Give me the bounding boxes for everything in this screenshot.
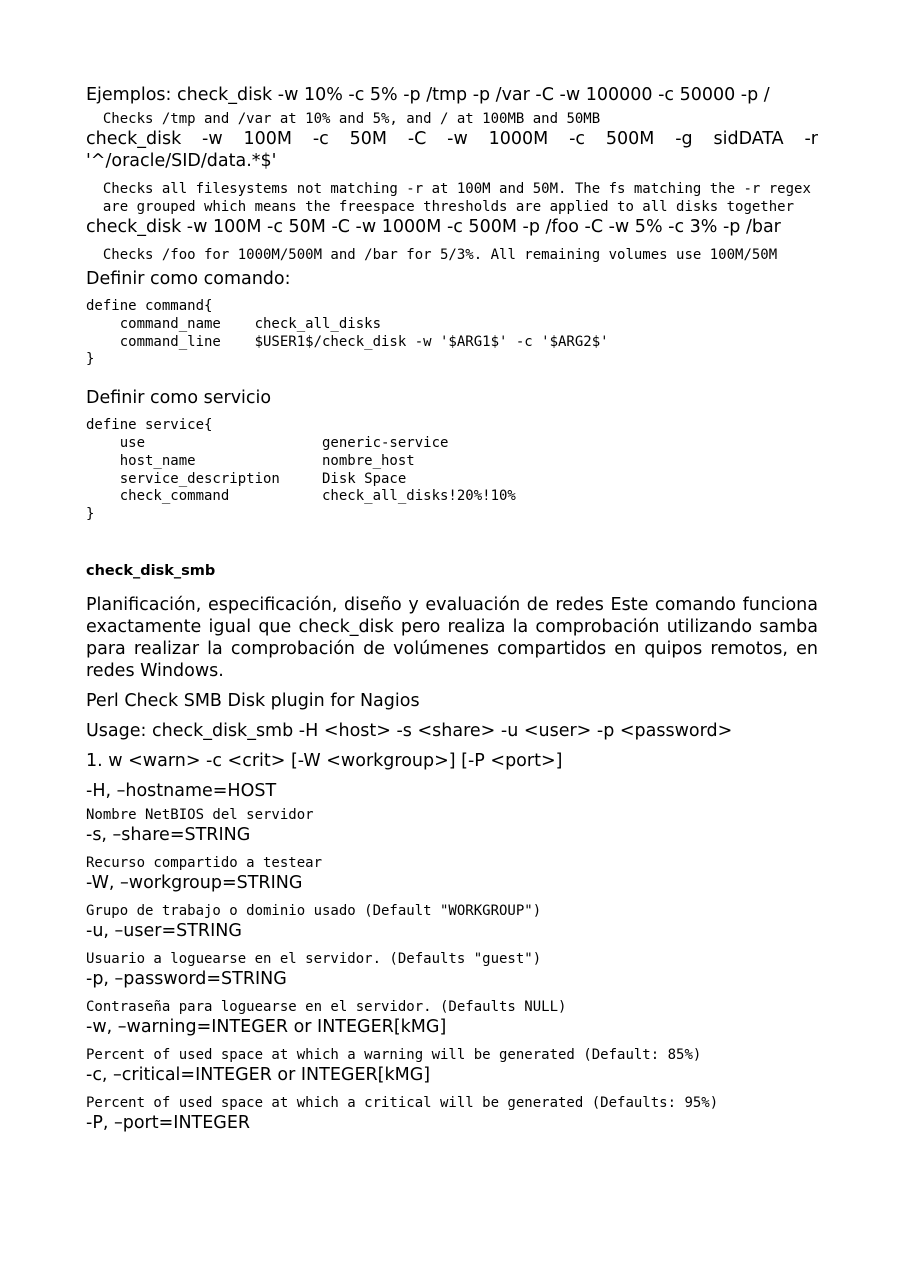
option-description: Contraseña para loguearse en el servidor. (Defaults NULL) (86, 998, 567, 1015)
option-flag: -H, –hostname=HOST (86, 780, 277, 801)
option-flag: -c, –critical=INTEGER or INTEGER[kMG] (86, 1064, 431, 1085)
option-description: Usuario a loguearse en el servidor. (Defaults "guest") (86, 950, 542, 967)
smb-description: Planificación, especificación, diseño y evaluación de redes Este comando funciona exactamente igual que check_disk pero realiza la comprobación utilizando samba para realizar la comprobación de volúmenes compartidos en quipos remotos, en redes Windows. (86, 594, 818, 681)
option-flag: -w, –warning=INTEGER or INTEGER[kMG] (86, 1016, 447, 1037)
option-description: Recurso compartido a testear (86, 854, 323, 871)
example-1: Ejemplos: check_disk -w 10% -c 5% -p /tmp -p /var -C -w 100000 -c 50000 -p / (86, 85, 770, 105)
example-3-note: Checks /foo for 1000M/500M and /bar for 5/3%. All remaining volumes use 100M/50M (86, 247, 778, 263)
section-heading-check-disk-smb: check_disk_smb (86, 562, 216, 579)
option-description: Nombre NetBIOS del servidor (86, 806, 314, 823)
usage-line: Usage: check_disk_smb -H <host> -s <share> -u <user> -p <password> (86, 720, 733, 741)
example-3: check_disk -w 100M -c 50M -C -w 1000M -c 500M -p /foo -C -w 5% -c 3% -p /bar (86, 217, 781, 237)
option-description: Grupo de trabajo o dominio usado (Default "WORKGROUP") (86, 902, 542, 919)
option-flag: -p, –password=STRING (86, 968, 287, 989)
command-definition-code: define command{ command_name check_all_disks command_line $USER1$/check_disk -w '$ARG1$' -c '$ARG2$' } (86, 298, 609, 368)
option-description: Percent of used space at which a warning will be generated (Default: 85%) (86, 1046, 702, 1063)
command-definition-heading: Definir como comando: (86, 269, 291, 289)
usage-continuation: 1. w <warn> -c <crit> [-W <workgroup>] [-P <port>] (86, 750, 563, 771)
option-flag: -W, –workgroup=STRING (86, 872, 303, 893)
document-page (86, 84, 818, 1134)
service-definition-heading: Definir como servicio (86, 388, 272, 409)
example-2-note: Checks all filesystems not matching -r at 100M and 50M. The fs matching the -r regex are grouped which means the freespace thresholds are applied to all disks together (102, 181, 811, 215)
option-flag: -s, –share=STRING (86, 824, 251, 845)
plugin-title: Perl Check SMB Disk plugin for Nagios (86, 690, 420, 711)
example-1-note: Checks /tmp and /var at 10% and 5%, and / at 100MB and 50MB (86, 111, 601, 127)
service-definition-code: define service{ use generic-service host_name nombre_host service_description Disk Space check_command check_all_disks!20%!10% } (86, 417, 516, 523)
options-list (86, 780, 818, 1134)
option-flag: -P, –port=INTEGER (86, 1112, 251, 1133)
option-description: Percent of used space at which a critical will be generated (Defaults: 95%) (86, 1094, 719, 1111)
example-2: check_disk -w 100M -c 50M -C -w 1000M -c 500M -g sidDATA -r '^/oracle/SID/data.*$' (86, 129, 818, 171)
option-flag: -u, –user=STRING (86, 920, 242, 941)
